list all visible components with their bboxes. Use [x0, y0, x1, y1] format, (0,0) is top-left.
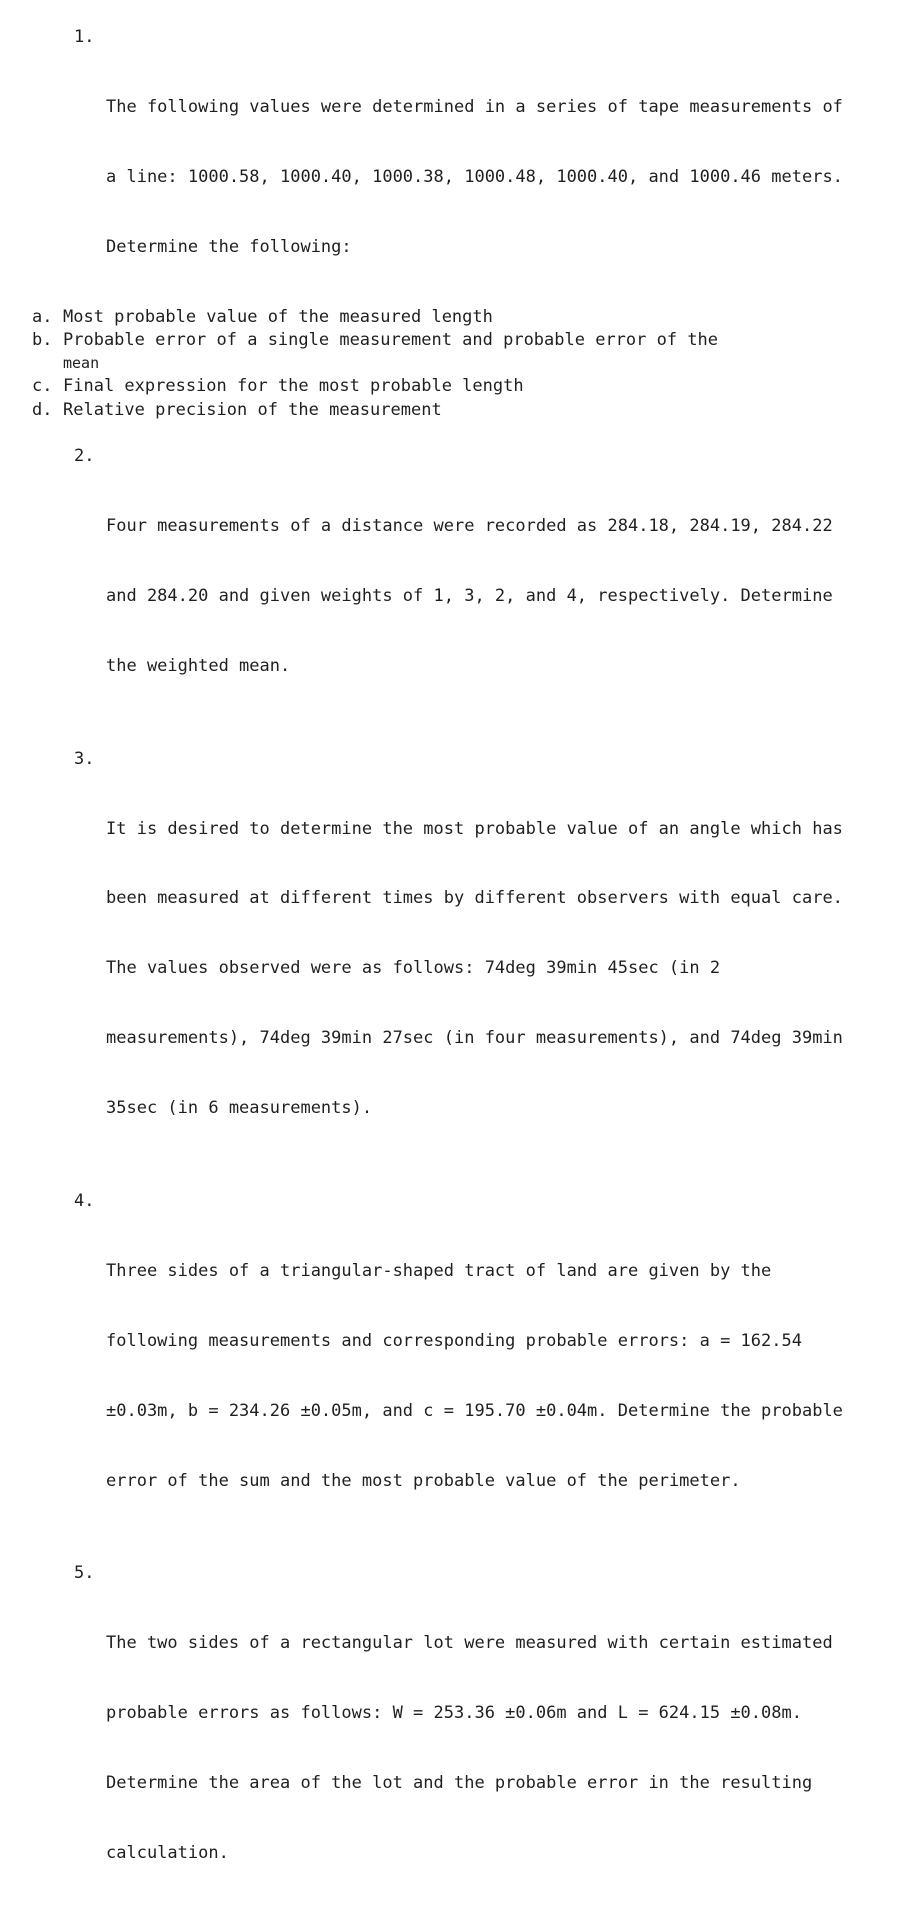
problem-number: 3. — [74, 748, 95, 769]
subitem-text-line: Final expression for the most probable length — [63, 376, 524, 397]
problem-1-subitems — [0, 306, 913, 422]
subitem-letter: b. — [32, 329, 53, 350]
problem-document — [0, 26, 913, 1912]
problem-text-line: Determine the following: — [106, 236, 352, 257]
problem-3 — [0, 748, 913, 1167]
problem-5 — [0, 1562, 913, 1911]
problem-number: 4. — [74, 1190, 95, 1211]
problem-text-line: been measured at different times by different observers with equal care. — [106, 888, 843, 909]
problem-text-line: measurements), 74deg 39min 27sec (in four measurements), and 74deg 39min — [106, 1028, 843, 1049]
problem-text-line: It is desired to determine the most probable value of an angle which has — [106, 818, 843, 839]
problem-text-line: following measurements and corresponding probable errors: a = 162.54 — [106, 1330, 802, 1351]
problem-text-line: calculation. — [106, 1842, 229, 1863]
subitem-letter: c. — [32, 376, 53, 397]
problem-text-line: and 284.20 and given weights of 1, 3, 2, and 4, respectively. Determine — [106, 585, 833, 606]
subitem-text-line: Probable error of a single measurement and probable error of the — [63, 329, 719, 350]
problem-text-line: 35sec (in 6 measurements). — [106, 1098, 373, 1119]
problem-text-line: ±0.03m, b = 234.26 ±0.05m, and c = 195.70 ±0.04m. Determine the probable — [106, 1400, 843, 1421]
subitem-letter: a. — [32, 306, 53, 327]
problem-text-line: Determine the area of the lot and the probable error in the resulting — [106, 1773, 813, 1794]
subitem-letter: d. — [32, 399, 53, 420]
problem-2 — [0, 445, 913, 725]
problem-text-line: The two sides of a rectangular lot were measured with certain estimated — [106, 1633, 833, 1654]
problem-text-line: the weighted mean. — [106, 655, 291, 676]
problem-1 — [0, 26, 913, 306]
subitem-c — [0, 375, 913, 398]
problem-text-line: Three sides of a triangular-shaped tract of land are given by the — [106, 1260, 772, 1281]
problem-4 — [0, 1190, 913, 1539]
problem-number: 5. — [74, 1563, 95, 1584]
problem-number: 1. — [74, 27, 95, 47]
problem-text-line: The values observed were as follows: 74deg 39min 45sec (in 2 — [106, 958, 721, 979]
problem-text-line: The following values were determined in a series of tape measurements of — [106, 96, 843, 117]
subitem-b — [0, 329, 913, 376]
problem-text-line: error of the sum and the most probable value of the perimeter. — [106, 1470, 741, 1491]
problem-number: 2. — [74, 446, 95, 467]
subitem-a — [0, 306, 913, 329]
subitem-text-line: Most probable value of the measured length — [63, 306, 493, 327]
subitem-d — [0, 399, 913, 422]
problem-text-line: probable errors as follows: W = 253.36 ±0.06m and L = 624.15 ±0.08m. — [106, 1703, 802, 1724]
subitem-text-line: Relative precision of the measurement — [63, 399, 442, 420]
problem-text-line: a line: 1000.58, 1000.40, 1000.38, 1000.48, 1000.40, and 1000.46 meters. — [106, 166, 843, 187]
problem-text-line: Four measurements of a distance were recorded as 284.18, 284.19, 284.22 — [106, 515, 833, 536]
subitem-text-line: mean — [63, 354, 100, 373]
